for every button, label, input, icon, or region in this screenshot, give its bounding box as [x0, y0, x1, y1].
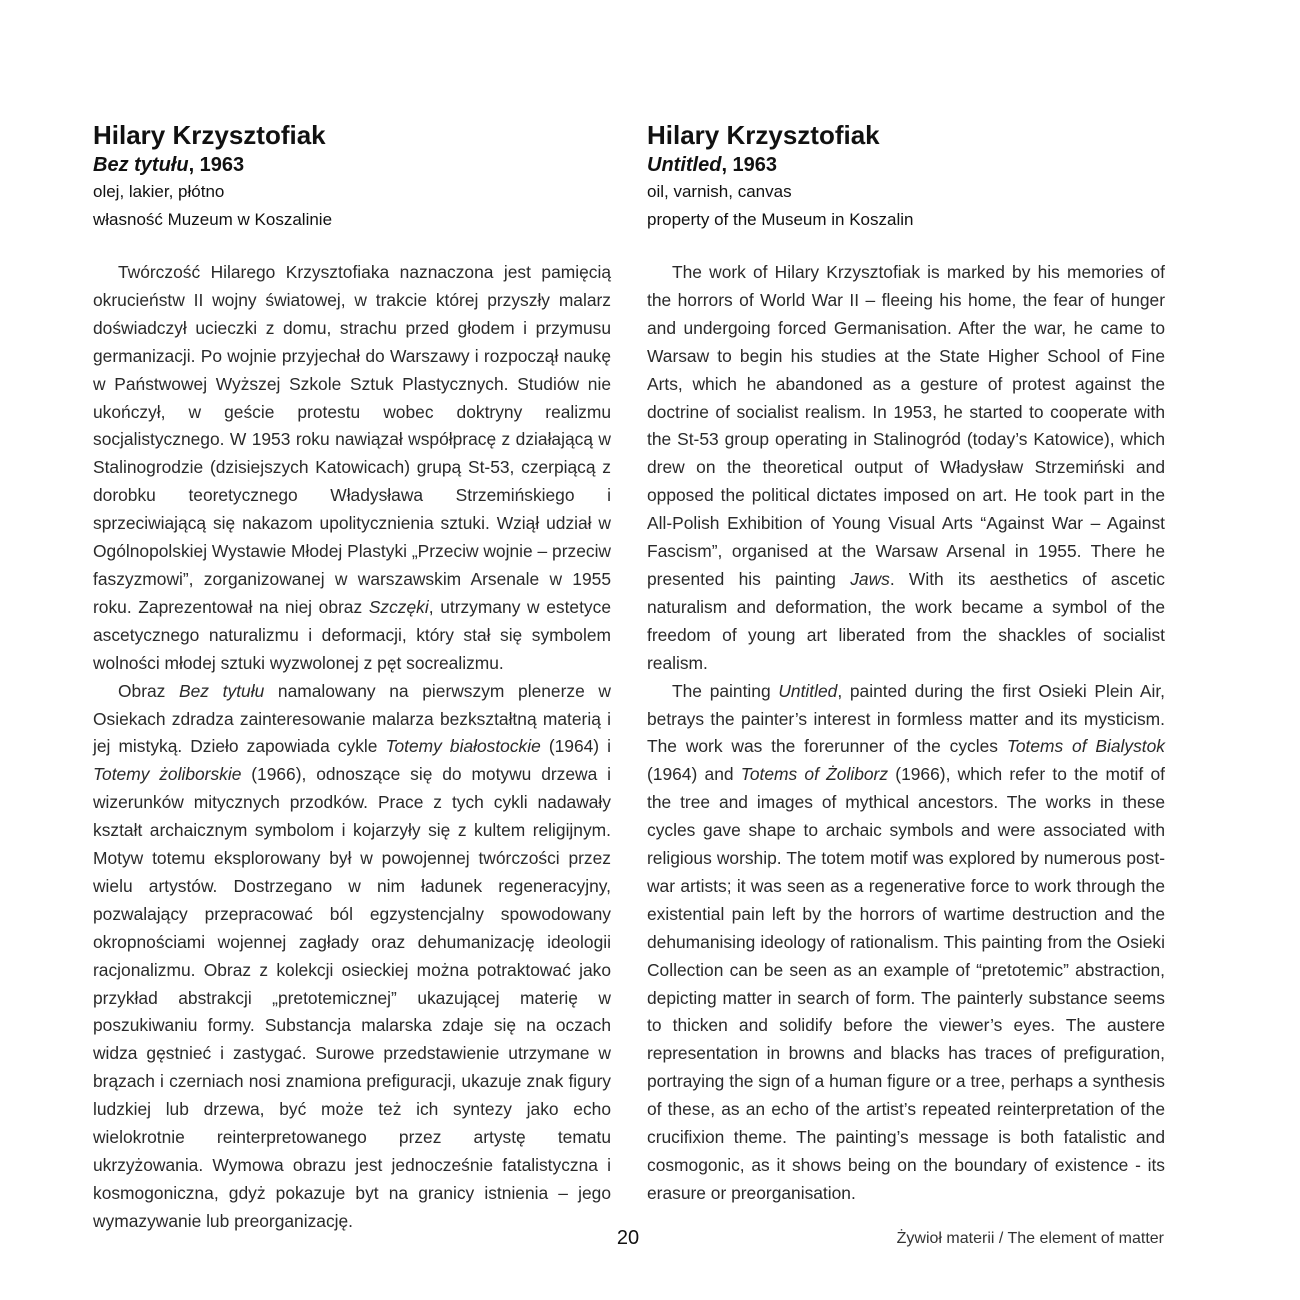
italic-title: Totems of Bialystok — [1006, 736, 1166, 757]
artwork-owner-pl: własność Muzeum w Koszalinie — [93, 210, 333, 229]
paragraph-en-2: The painting Untitled, painted during the first Osieki Plein Air, betrays the painter’s interest in formless matter and its mysticism. The work was the forerunner of the cycles Totems of Bialystok (1964) and Totems of Żoliborz (1966), which refer to the motif of the tree and images of mythical ancestors. The works in these cycles gave shape to archaic symbols and were associated with religious worship. The totem motif was explored by numerous post-war artists; it was seen as a regenerative force to work through the existential pain left by the horrors of wartime destruction and the dehumanising ideology of rationalism. This painting from the Osieki Collection can be seen as an example of “pretotemic” abstraction, depicting matter in search of form. The painterly substance seems to thicken and solidify before the viewer’s eyes. The austere representation in browns and blacks has traces of prefiguration, portraying the sign of a human figure or a tree, perhaps a synthesis of these, as an echo of the artist’s repeated reinterpretation of the crucifixion theme. The painting’s message is both fatalistic and cosmogonic, as it shows being on the boundary of existence - its erasure or preorganisation. — [647, 680, 1166, 1203]
paragraph-en-1: The work of Hilary Krzysztofiak is marked by his memories of the horrors of World War II – fleeing his home, the fear of hunger and undergoing forced Germanisation. After the war, he came to Warsaw to begin his studies at the State Higher School of Fine Arts, which he abandoned as a gesture of protest against the doctrine of socialist realism. In 1953, he started to cooperate with the St-53 group operating in Stalinogród (today’s Katowice), which drew on the theoretical output of Władysław Strzemiński and opposed the political dictates imposed on art. He took part in the All-Polish Exhibition of Young Visual Arts “Against War – Against Fascism”, organised at the Warsaw Arsenal in 1955. There he presented his painting Jaws. With its aesthetics of ascetic naturalism and deformation, the work became a symbol of the freedom of young art liberated from the shackles of socialist realism. — [647, 262, 1166, 673]
body-text-pl — [93, 259, 611, 1236]
artwork-medium-en: oil, varnish, canvas — [647, 182, 792, 201]
artwork-year-pl: , 1963 — [188, 154, 245, 176]
italic-title: Totems of Żoliborz — [740, 764, 889, 785]
artwork-medium-pl: olej, lakier, płótno — [93, 182, 225, 201]
paragraph-pl-1: Twórczość Hilarego Krzysztofiaka naznaczona jest pamięcią okrucieństw II wojny światowej, w trakcie której przyszły malarz doświadczył ucieczki z domu, strachu przed głodem i przymusu germanizacji. Po wojnie przyjechał do Warszawy i rozpoczął naukę w Państwowej Wyższej Szkole Sztuk Plastycznych. Studiów nie ukończył, w geście protestu wobec doktryny realizmu socjalistycznego. W 1953 roku nawiązał współpracę z działającą w Stalinogrodzie (dzisiejszych Katowicach) grupą St-53, czerpiącą z dorobku teoretycznego Władysława Strzemińskiego i sprzeciwiającą się nakazom upolitycznienia sztuki. Wziął udział w Ogólnopolskiej Wystawie Młodej Plastyki „Przeciw wojnie – przeciw faszyzmowi”, zorganizowanej w warszawskim Arsenale w 1955 roku. Zaprezentował na niej obraz Szczęki, utrzymany w estetyce ascetycznego naturalizmu i deformacji, który stał się symbolem wolności młodej sztuki wyzwolonej z pęt socrealizmu. — [93, 262, 611, 673]
page-number: 20 — [616, 1227, 640, 1249]
artwork-owner-en: property of the Museum in Koszalin — [647, 210, 914, 229]
artist-name-pl: Hilary Krzysztofiak — [93, 120, 326, 150]
polish-column — [93, 118, 611, 1236]
italic-title: Szczęki — [368, 596, 429, 617]
artwork-title-en — [647, 152, 1165, 178]
italic-title: Bez tytułu — [179, 680, 265, 701]
body-text-en — [647, 259, 1165, 1208]
italic-title: Totemy białostockie — [385, 736, 541, 757]
artwork-year-en: , 1963 — [721, 154, 778, 176]
running-title: Żywioł materii / The element of matter — [896, 1230, 1164, 1247]
italic-title: Totemy żoliborskie — [93, 764, 242, 785]
paragraph-pl-2: Obraz Bez tytułu namalowany na pierwszym plenerze w Osiekach zdradza zainteresowanie malarza bezkształtną materią i jej mistyką. Dzieło zapowiada cykle Totemy białostockie (1964) i Totemy żoliborskie (1966), odnoszące się do motywu drzewa i wizerunków mitycznych przodków. Prace z tych cykli nadawały kształt archaicznym symbolom i kojarzyły się z kultem religijnym. Motyw totemu eksplorowany był w powojennej twórczości przez wielu artystów. Dostrzegano w nim ładunek regeneracyjny, pozwalający przepracować ból egzystencjalny spowodowany okropnościami wojennej zagłady oraz dehumanizację ideologii racjonalizmu. Obraz z kolekcji osieckiej można potraktować jako przykład abstrakcji „pretotemicznej” ukazującej materię w poszukiwaniu formy. Substancja malarska zdaje się na oczach widza gęstnieć i zastygać. Surowe przedstawienie utrzymane w brązach i czerniach nosi znamiona prefiguracji, ukazuje znak figury ludzkiej lub drzewa, być może też ich syntezy jako echo wielokrotnie reinterpretowanego przez artystę tematu ukrzyżowania. Wymowa obrazu jest jednocześnie fatalistyczna i kosmogoniczna, gdyż pokazuje byt na granicy istnienia – jego wymazywanie lub preorganizację. — [93, 680, 611, 1231]
english-column — [647, 118, 1165, 1208]
artwork-title-italic-en: Untitled — [647, 154, 722, 176]
italic-title: Jaws — [850, 568, 890, 589]
artwork-title-italic-pl: Bez tytułu — [93, 154, 189, 176]
artwork-title-pl — [93, 152, 611, 178]
artist-name-en: Hilary Krzysztofiak — [647, 120, 880, 150]
italic-title: Untitled — [778, 680, 838, 701]
